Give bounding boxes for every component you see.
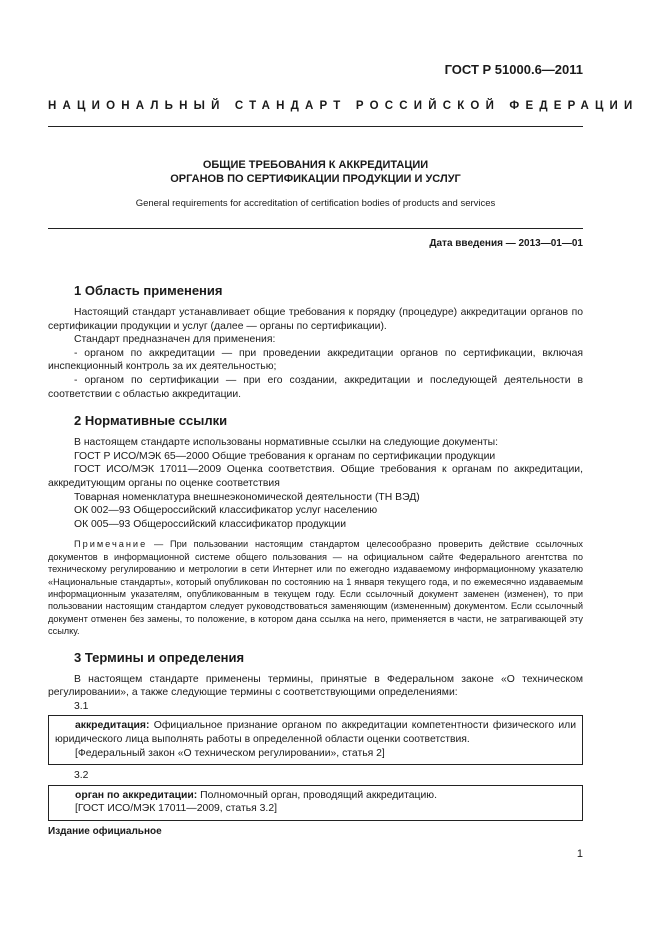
term-text: Полномочный орган, проводящий аккредитацию. <box>197 789 437 801</box>
paragraph: В настоящем стандарте применены термины, принятые в Федеральном законе «О техническом регулировании», а также следующие термины с соответствующими определениями: <box>48 673 583 699</box>
term-number: 3.2 <box>74 770 89 782</box>
term-name: орган по аккредитации: <box>75 789 198 801</box>
reference-item: ГОСТ Р ИСО/МЭК 65—2000 Общие требования к органам по сертификации продукции <box>74 450 496 462</box>
section-2-heading: 2 Нормативные ссылки <box>74 413 228 429</box>
note <box>48 538 583 637</box>
edition-label: Издание официальное <box>48 826 162 837</box>
page-number: 1 <box>576 848 583 860</box>
section-normative-references <box>48 413 583 637</box>
section-terms <box>48 650 583 821</box>
reference-item: ГОСТ ИСО/МЭК 17011—2009 Оценка соответствия. Общие требования к органам по аккредитации, аккредитующим органы по оценке соответствия <box>48 464 583 489</box>
document-title <box>48 158 583 209</box>
term-number: 3.1 <box>74 700 89 712</box>
title-line-2: ОРГАНОВ ПО СЕРТИФИКАЦИИ ПРОДУКЦИИ И УСЛУГ <box>170 173 461 185</box>
term-source: [ГОСТ ИСО/МЭК 17011—2009, статья 3.2] <box>75 803 277 815</box>
term-text: Официальное признание органом по аккредитации компетентности физического или юридического лица выполнять работы в определенной области оценки соответствия. <box>55 720 576 745</box>
national-standard-heading: НАЦИОНАЛЬНЫЙ СТАНДАРТ РОССИЙСКОЙ ФЕДЕРАЦИИ <box>48 100 639 112</box>
paragraph: - органом по сертификации — при его создании, аккредитации и последующей деятельности в соответствии с областью аккредитации. <box>48 374 583 400</box>
term-definition <box>55 789 576 803</box>
reference-item: ОК 002—93 Общероссийский классификатор услуг населению <box>74 505 378 517</box>
term-definition <box>55 719 576 746</box>
title-divider <box>48 228 583 229</box>
term-definition-box <box>48 785 583 821</box>
paragraph: В настоящем стандарте использованы нормативные ссылки на следующие документы: <box>74 437 498 449</box>
paragraph: Настоящий стандарт устанавливает общие требования к порядку (процедуре) аккредитации органов по сертификации продукции и услуг (далее — органы по сертификации). <box>48 307 583 332</box>
title-english: General requirements for accreditation of certification bodies of products and services <box>135 198 496 209</box>
reference-item: ОК 005—93 Общероссийский классификатор продукции <box>74 518 347 530</box>
term-name: аккредитация: <box>75 720 150 732</box>
standard-number: ГОСТ Р 51000.6—2011 <box>444 62 583 77</box>
term-definition-box <box>48 715 583 765</box>
document-body <box>48 283 583 825</box>
reference-item: Товарная номенклатура внешнеэкономической деятельности (ТН ВЭД) <box>74 491 420 503</box>
section-3-heading: 3 Термины и определения <box>74 649 245 665</box>
top-divider <box>48 126 583 127</box>
introduction-date: Дата введения — 2013—01—01 <box>429 238 583 249</box>
section-scope <box>48 283 583 401</box>
term-source: [Федеральный закон «О техническом регулировании», статья 2] <box>75 747 385 759</box>
title-line-1: ОБЩИЕ ТРЕБОВАНИЯ К АККРЕДИТАЦИИ <box>202 159 429 171</box>
note-text: — При пользовании настоящим стандартом целесообразно проверить действие ссылочных документов в информационной системе общего пользования — на официальном сайте Федерального агентства по техническому регулированию и метрологии в сети Интернет или по ежегодно издаваемому информационному указателю «Национальные стандарты», который опубликован по состоянию на 1 января текущего года, и по ежемесячно издаваемым информационным указателям, опубликованным в текущем году. Если ссылочный документ заменен (изменен), то при пользовании настоящим стандартом следует руководствоваться заменяющим (измененным) документом. Если ссылочный документ отменен без замены, то положение, в котором дана ссылка на него, применяется в части, не затрагивающей эту ссылку. <box>48 539 583 637</box>
note-label: Примечание <box>74 539 148 550</box>
paragraph: Стандарт предназначен для применения: <box>74 334 276 346</box>
section-1-heading: 1 Область применения <box>74 283 223 298</box>
paragraph: - органом по аккредитации — при проведении аккредитации органов по сертификации, включая инспекционный контроль за их деятельностью; <box>48 347 583 373</box>
